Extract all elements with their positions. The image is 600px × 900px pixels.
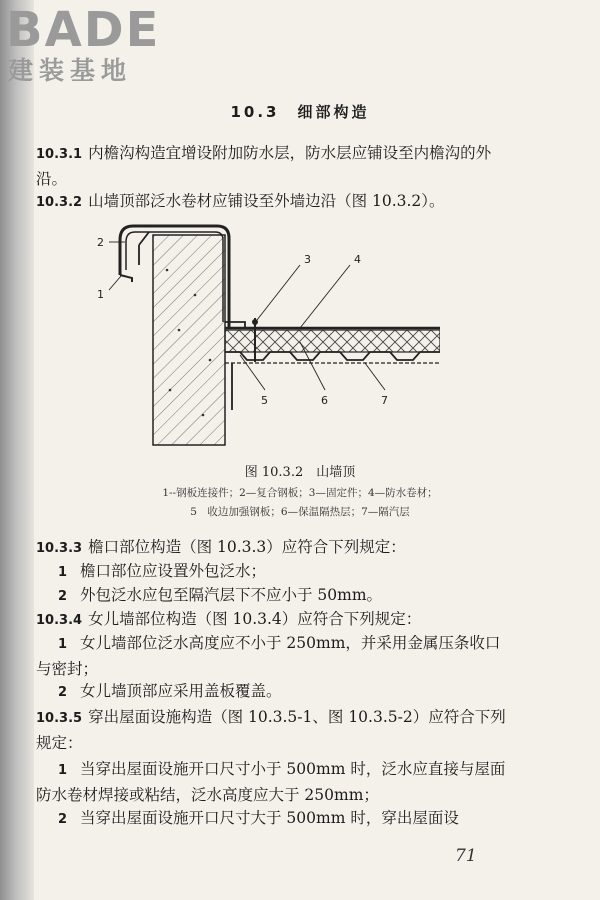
callout-5: 5 — [261, 394, 268, 407]
clause-10-3-3-item-2 — [36, 583, 506, 609]
steel-connector — [139, 232, 149, 265]
clause-10-3-3-item-1 — [36, 559, 506, 585]
wall-section — [153, 235, 225, 445]
item-text: 外包泛水应包至隔汽层下不应小于 50mm。 — [80, 586, 383, 604]
clause-10-3-1 — [36, 141, 506, 191]
clause-text: 檐口部位构造（图 10.3.3）应符合下列规定： — [88, 538, 406, 556]
callout-6: 6 — [321, 394, 328, 407]
figure-title: 图 10.3.2 山墙顶 — [244, 465, 356, 480]
gable-top-detail-drawing — [95, 210, 440, 460]
clause-text: 穿出屋面设施构造（图 10.3.5-1、图 10.3.5-2）应符合下列规定： — [36, 708, 506, 752]
item-number: 2 — [58, 812, 68, 827]
callout-3: 3 — [304, 253, 311, 266]
section-heading: 10.3 细部构造 — [230, 103, 370, 121]
item-number: 1 — [58, 565, 68, 580]
callout-4: 4 — [354, 253, 361, 266]
item-text: 檐口部位应设置外包泛水； — [80, 562, 267, 580]
page-number: 71 — [455, 846, 477, 866]
callout-7: 7 — [381, 394, 388, 407]
clause-text: 女儿墙部位构造（图 10.3.4）应符合下列规定： — [88, 610, 422, 628]
item-number: 2 — [58, 589, 68, 604]
item-number: 1 — [58, 637, 68, 652]
item-text: 当穿出屋面设施开口尺寸小于 500mm 时，泛水应直接与屋面防水卷材焊接或粘结，泛水高度应大于 250mm； — [36, 760, 506, 804]
item-text: 女儿墙部位泛水高度应不小于 250mm，并采用金属压条收口与密封； — [36, 634, 501, 678]
logo-sub-text: 建装基地 — [8, 56, 133, 85]
clause-number: 10.3.2 — [36, 195, 83, 210]
clause-number: 10.3.3 — [36, 541, 83, 556]
clause-10-3-3 — [36, 535, 506, 561]
callout-leaders — [109, 242, 385, 390]
clause-10-3-4-item-2 — [36, 679, 506, 705]
figure-legend-line-2: 5 收边加强钢板；6—保温隔热层；7—隔汽层 — [190, 506, 410, 518]
clause-text: 山墙顶部泛水卷材应铺设至外墙边沿（图 10.3.2）。 — [88, 192, 445, 210]
callout-2: 2 — [97, 236, 104, 249]
logo-main-text: BADE — [6, 2, 161, 58]
clause-text: 内檐沟构造宜增设附加防水层，防水层应铺设至内檐沟的外沿。 — [36, 144, 492, 188]
clause-10-3-5-item-2 — [36, 806, 506, 832]
item-text: 当穿出屋面设施开口尺寸大于 500mm 时，穿出屋面设 — [80, 809, 459, 827]
clause-10-3-4 — [36, 607, 506, 633]
clause-10-3-5-item-1 — [36, 757, 506, 807]
item-number: 1 — [58, 763, 68, 778]
cap-drip-edge — [120, 275, 132, 282]
profiled-steel-deck — [225, 352, 440, 360]
figure-legend-line-1: 1--钢板连接件；2—复合钢板；3—固定件；4—防水卷材； — [162, 487, 438, 499]
item-number: 2 — [58, 685, 68, 700]
clause-10-3-4-item-1 — [36, 631, 506, 681]
clause-10-3-5 — [36, 705, 506, 755]
clause-number: 10.3.4 — [36, 613, 83, 628]
clause-number: 10.3.5 — [36, 711, 83, 726]
insulation-layer — [225, 330, 440, 352]
item-text: 女儿墙顶部应采用盖板覆盖。 — [80, 682, 282, 700]
clause-number: 10.3.1 — [36, 147, 83, 162]
callout-1: 1 — [97, 288, 104, 301]
watermark-logo — [6, 4, 160, 86]
